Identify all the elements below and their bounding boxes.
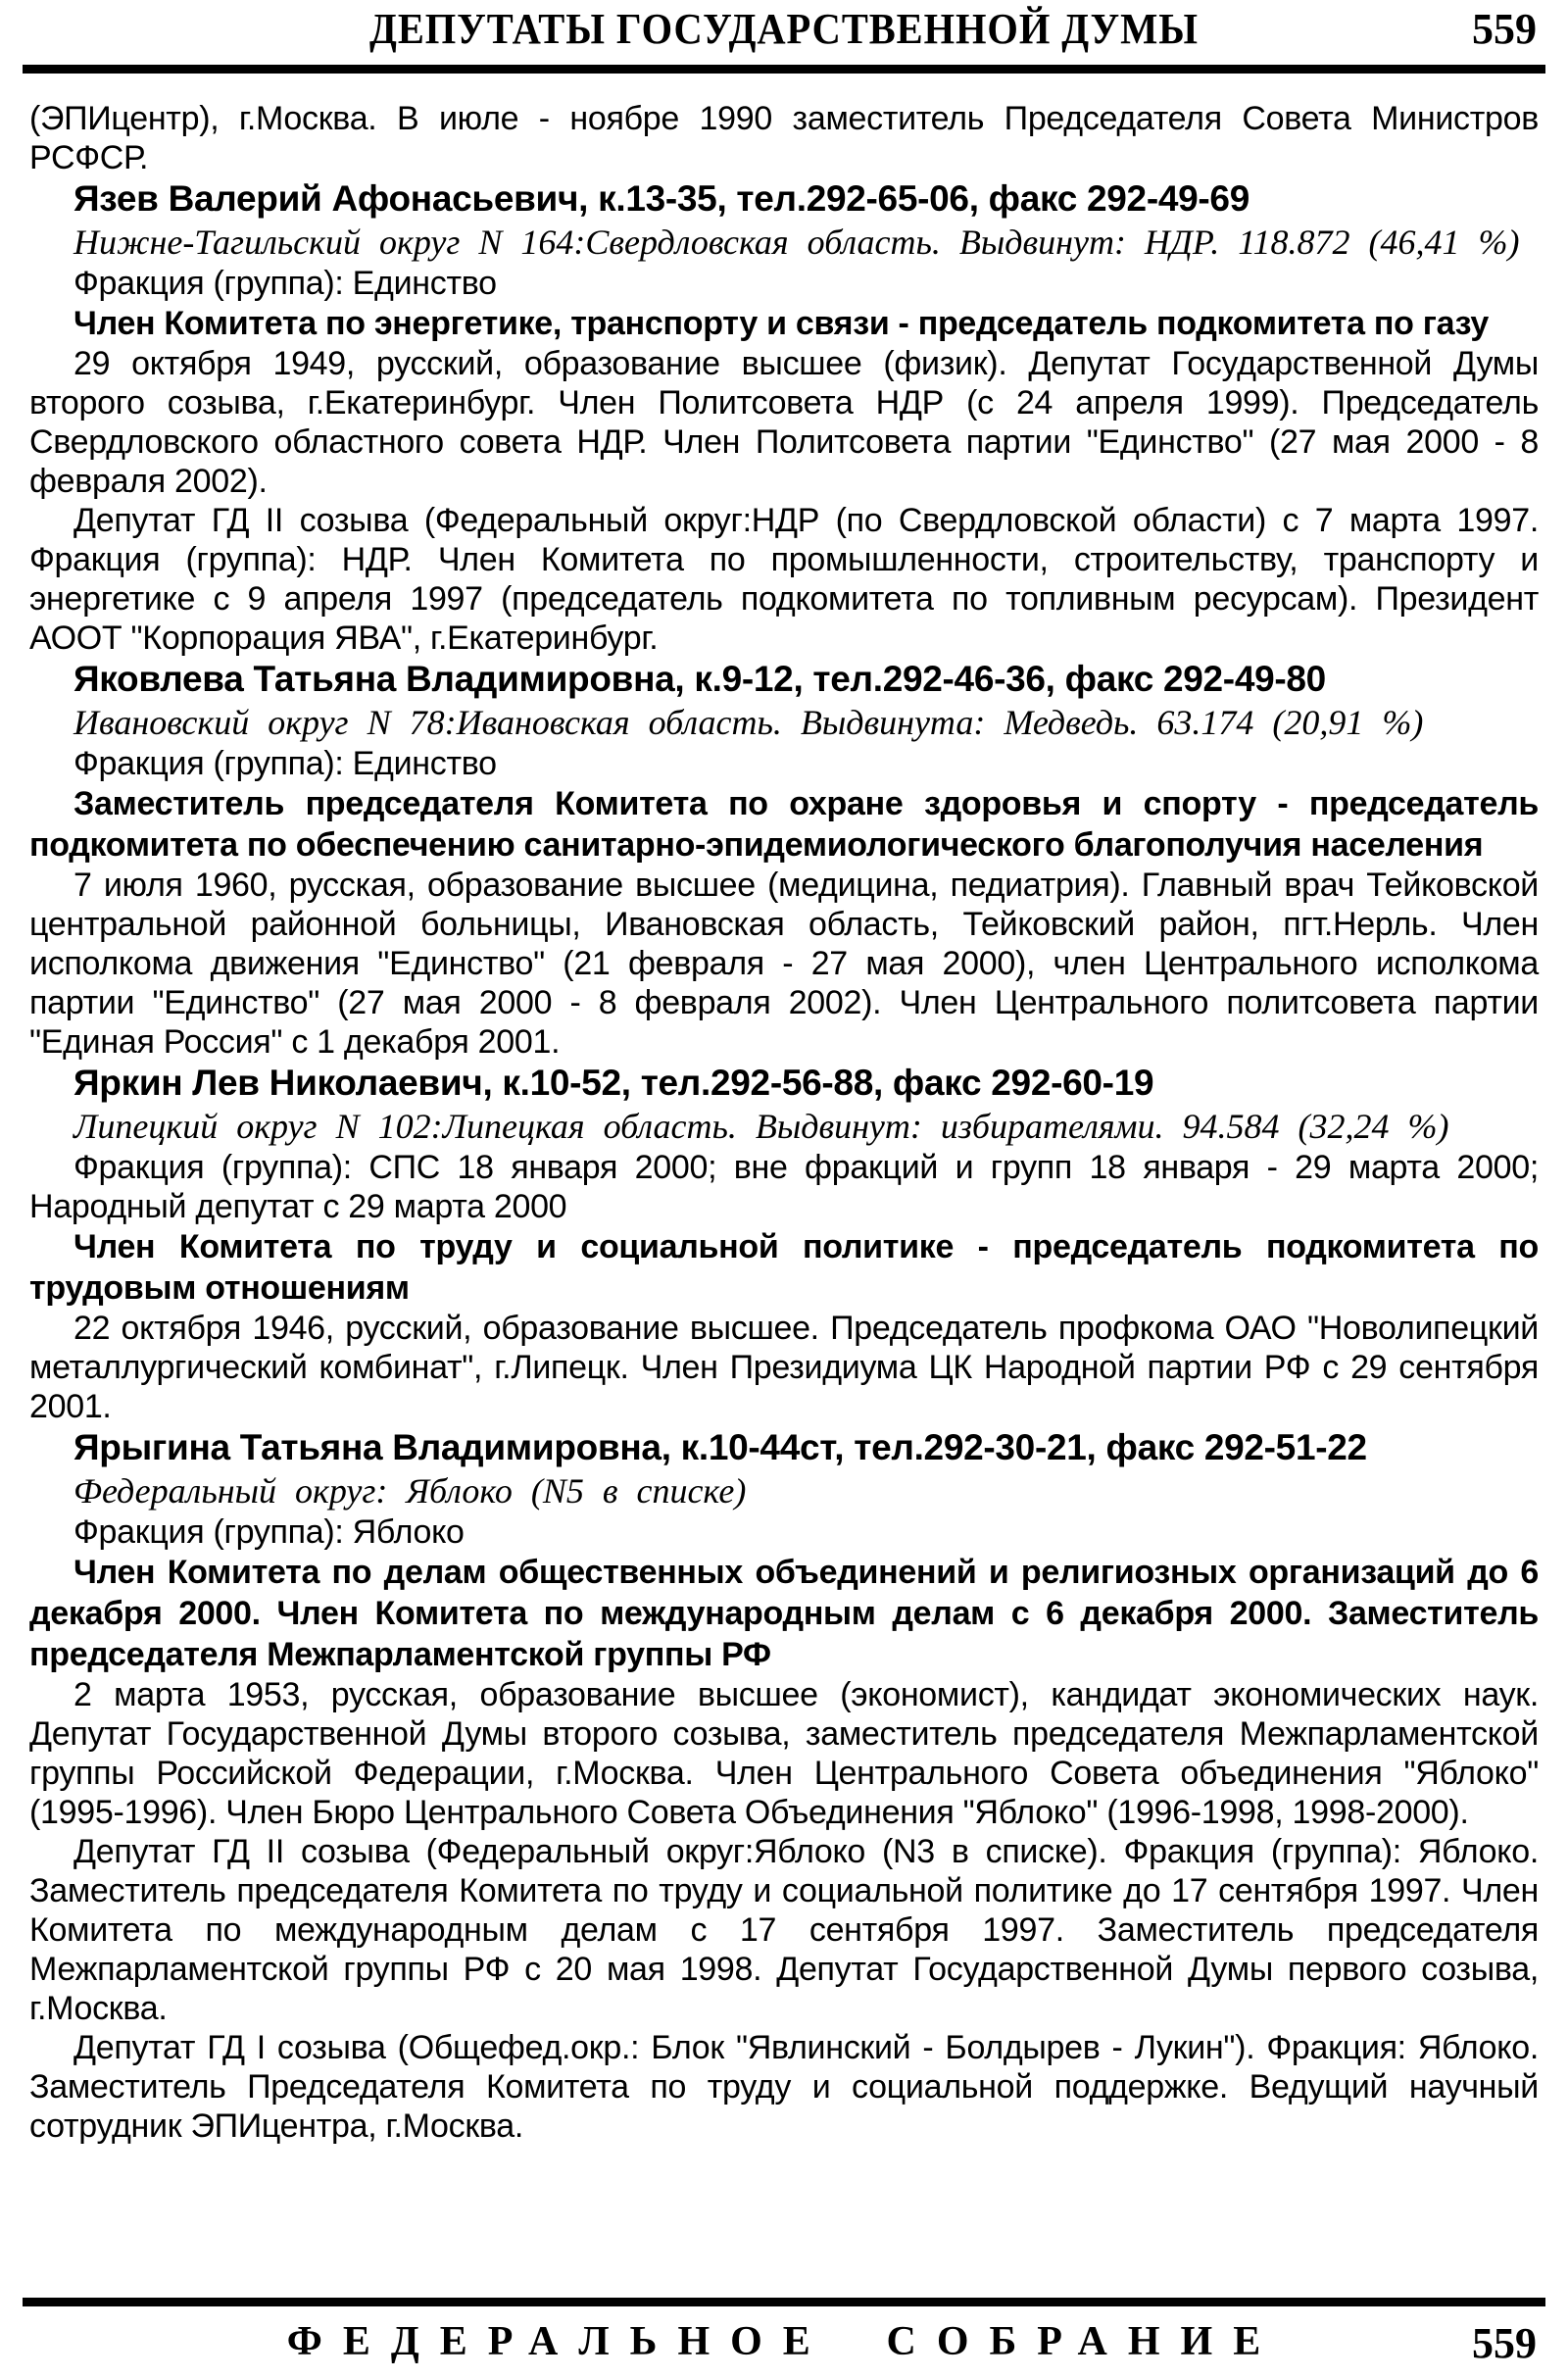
deputy-heading: Язев Валерий Афонасьевич, к.13-35, тел.292-65-06, факс 292-49-69 [74,178,1250,219]
fraction-line: Фракция (группа): Яблоко [74,1513,465,1551]
bio-paragraph: Депутат ГД II созыва (Федеральный округ:НДР (по Свердловской области) с 7 марта 1997. Фракция (группа): НДР. Член Комитета по промышленности, строительству, транспорту и энергетике с 9 апреля 1997 (председатель подкомитета по топливным ресурсам). Президент АООТ "Корпорация ЯВА", г.Екатеринбург. [29,502,1539,657]
fraction-line: Фракция (группа): Единство [74,745,497,782]
deputy-heading: Яковлева Татьяна Владимировна, к.9-12, тел.292-46-36, факс 292-49-80 [74,659,1326,699]
deputy-entry-yazev [29,177,1539,658]
footer-page-number: 559 [1472,2319,1537,2367]
bio-paragraph: Депутат ГД I созыва (Общефед.окр.: Блок "Явлинский - Болдырев - Лукин"). Фракция: Яблоко. Заместитель Председателя Комитета по труду и социальной поддержке. Ведущий научный сотрудник ЭПИцентра, г.Москва. [29,2029,1539,2145]
header-title: ДЕПУТАТЫ ГОСУДАРСТВЕННОЙ ДУМЫ [369,5,1199,53]
page-header [0,0,1568,61]
committee-line: Член Комитета по делам общественных объединений и религиозных организаций до 6 декабря 2000. Член Комитета по международным делам с 6 декабря 2000. Заместитель председателя Межпарламентской группы РФ [29,1554,1539,1673]
footer-line [0,2318,1568,2371]
deputy-entry-yarkin [29,1062,1539,1426]
deputy-heading: Яркин Лев Николаевич, к.10-52, тел.292-56-88, факс 292-60-19 [74,1063,1154,1103]
footer-title: ФЕДЕРАЛЬНОЕ СОБРАНИЕ [286,2319,1282,2364]
bio-paragraph: Депутат ГД II созыва (Федеральный округ:Яблоко (N3 в списке). Фракция (группа): Яблоко. Заместитель председателя Комитета по труду и социальной политике до 17 сентября 1997. Член Комитета по международным делам с 17 сентября 1997. Заместитель председателя Межпарламентской группы РФ с 20 мая 1998. Депутат Государственной Думы первого созыва, г.Москва. [29,1833,1539,2027]
header-rule [23,65,1545,74]
committee-line: Заместитель председателя Комитета по охране здоровья и спорту - председатель подкомитета по обеспечению санитарно-эпидемиологического благополучия населения [29,785,1539,864]
deputy-entry-yakovleva [29,658,1539,1062]
footer-rule [23,2298,1545,2306]
bio-paragraph: 22 октября 1946, русский, образование высшее. Председатель профкома ОАО "Новолипецкий металлургический комбинат", г.Липецк. Член Президиума ЦК Народной партии РФ с 29 сентября 2001. [29,1310,1539,1425]
district-line: Федеральный округ: Яблоко (N5 в списке) [74,1471,747,1511]
district-line: Нижне-Тагильский округ N 164:Свердловская область. Выдвинут: НДР. 118.872 (46,41 %) [74,223,1520,262]
committee-line: Член Комитета по труду и социальной политике - председатель подкомитета по трудовым отношениям [29,1228,1539,1307]
fraction-line: Фракция (группа): СПС 18 января 2000; вне фракций и групп 18 января - 29 марта 2000; Народный депутат с 29 марта 2000 [29,1149,1539,1225]
committee-line: Член Комитета по энергетике, транспорту и связи - председатель подкомитета по газу [74,305,1489,342]
bio-paragraph: 7 июля 1960, русская, образование высшее (медицина, педиатрия). Главный врач Тейковской центральной районной больницы, Ивановская область, Тейковский район, пгт.Нерль. Член исполкома движения "Единство" (21 февраля - 27 мая 2000), член Центрального исполкома партии "Единство" (27 мая 2000 - 8 февраля 2002). Член Центрального политсовета партии "Единая Россия" с 1 декабря 2001. [29,867,1539,1061]
deputy-entry-yarygina [29,1426,1539,2146]
page-content [0,74,1568,2146]
fraction-line: Фракция (группа): Единство [74,265,497,302]
bio-paragraph: 2 марта 1953, русская, образование высшее (экономист), кандидат экономических наук. Депутат Государственной Думы второго созыва, заместитель председателя Межпарламентской группы Российской Федерации, г.Москва. Член Центрального Совета объединения "Яблоко" (1995-1996). Член Бюро Центрального Совета Объединения "Яблоко" (1996-1998, 1998-2000). [29,1676,1539,1831]
district-line: Липецкий округ N 102:Липецкая область. Выдвинут: избирателями. 94.584 (32,24 %) [74,1107,1449,1146]
district-line: Ивановский округ N 78:Ивановская область. Выдвинута: Медведь. 63.174 (20,91 %) [74,703,1424,742]
deputy-heading: Ярыгина Татьяна Владимировна, к.10-44ст, тел.292-30-21, факс 292-51-22 [74,1427,1367,1467]
bio-paragraph: 29 октября 1949, русский, образование высшее (физик). Депутат Государственной Думы второго созыва, г.Екатеринбург. Член Политсовета НДР (с 24 апреля 1999). Председатель Свердловского областного совета НДР. Член Политсовета партии "Единство" (27 мая 2000 - 8 февраля 2002). [29,345,1539,500]
continuation-paragraph: (ЭПИцентр), г.Москва. В июле - ноябре 1990 заместитель Председателя Совета Министров РСФСР. [29,100,1539,176]
page-footer [0,2294,1568,2371]
header-page-number: 559 [1472,5,1537,53]
